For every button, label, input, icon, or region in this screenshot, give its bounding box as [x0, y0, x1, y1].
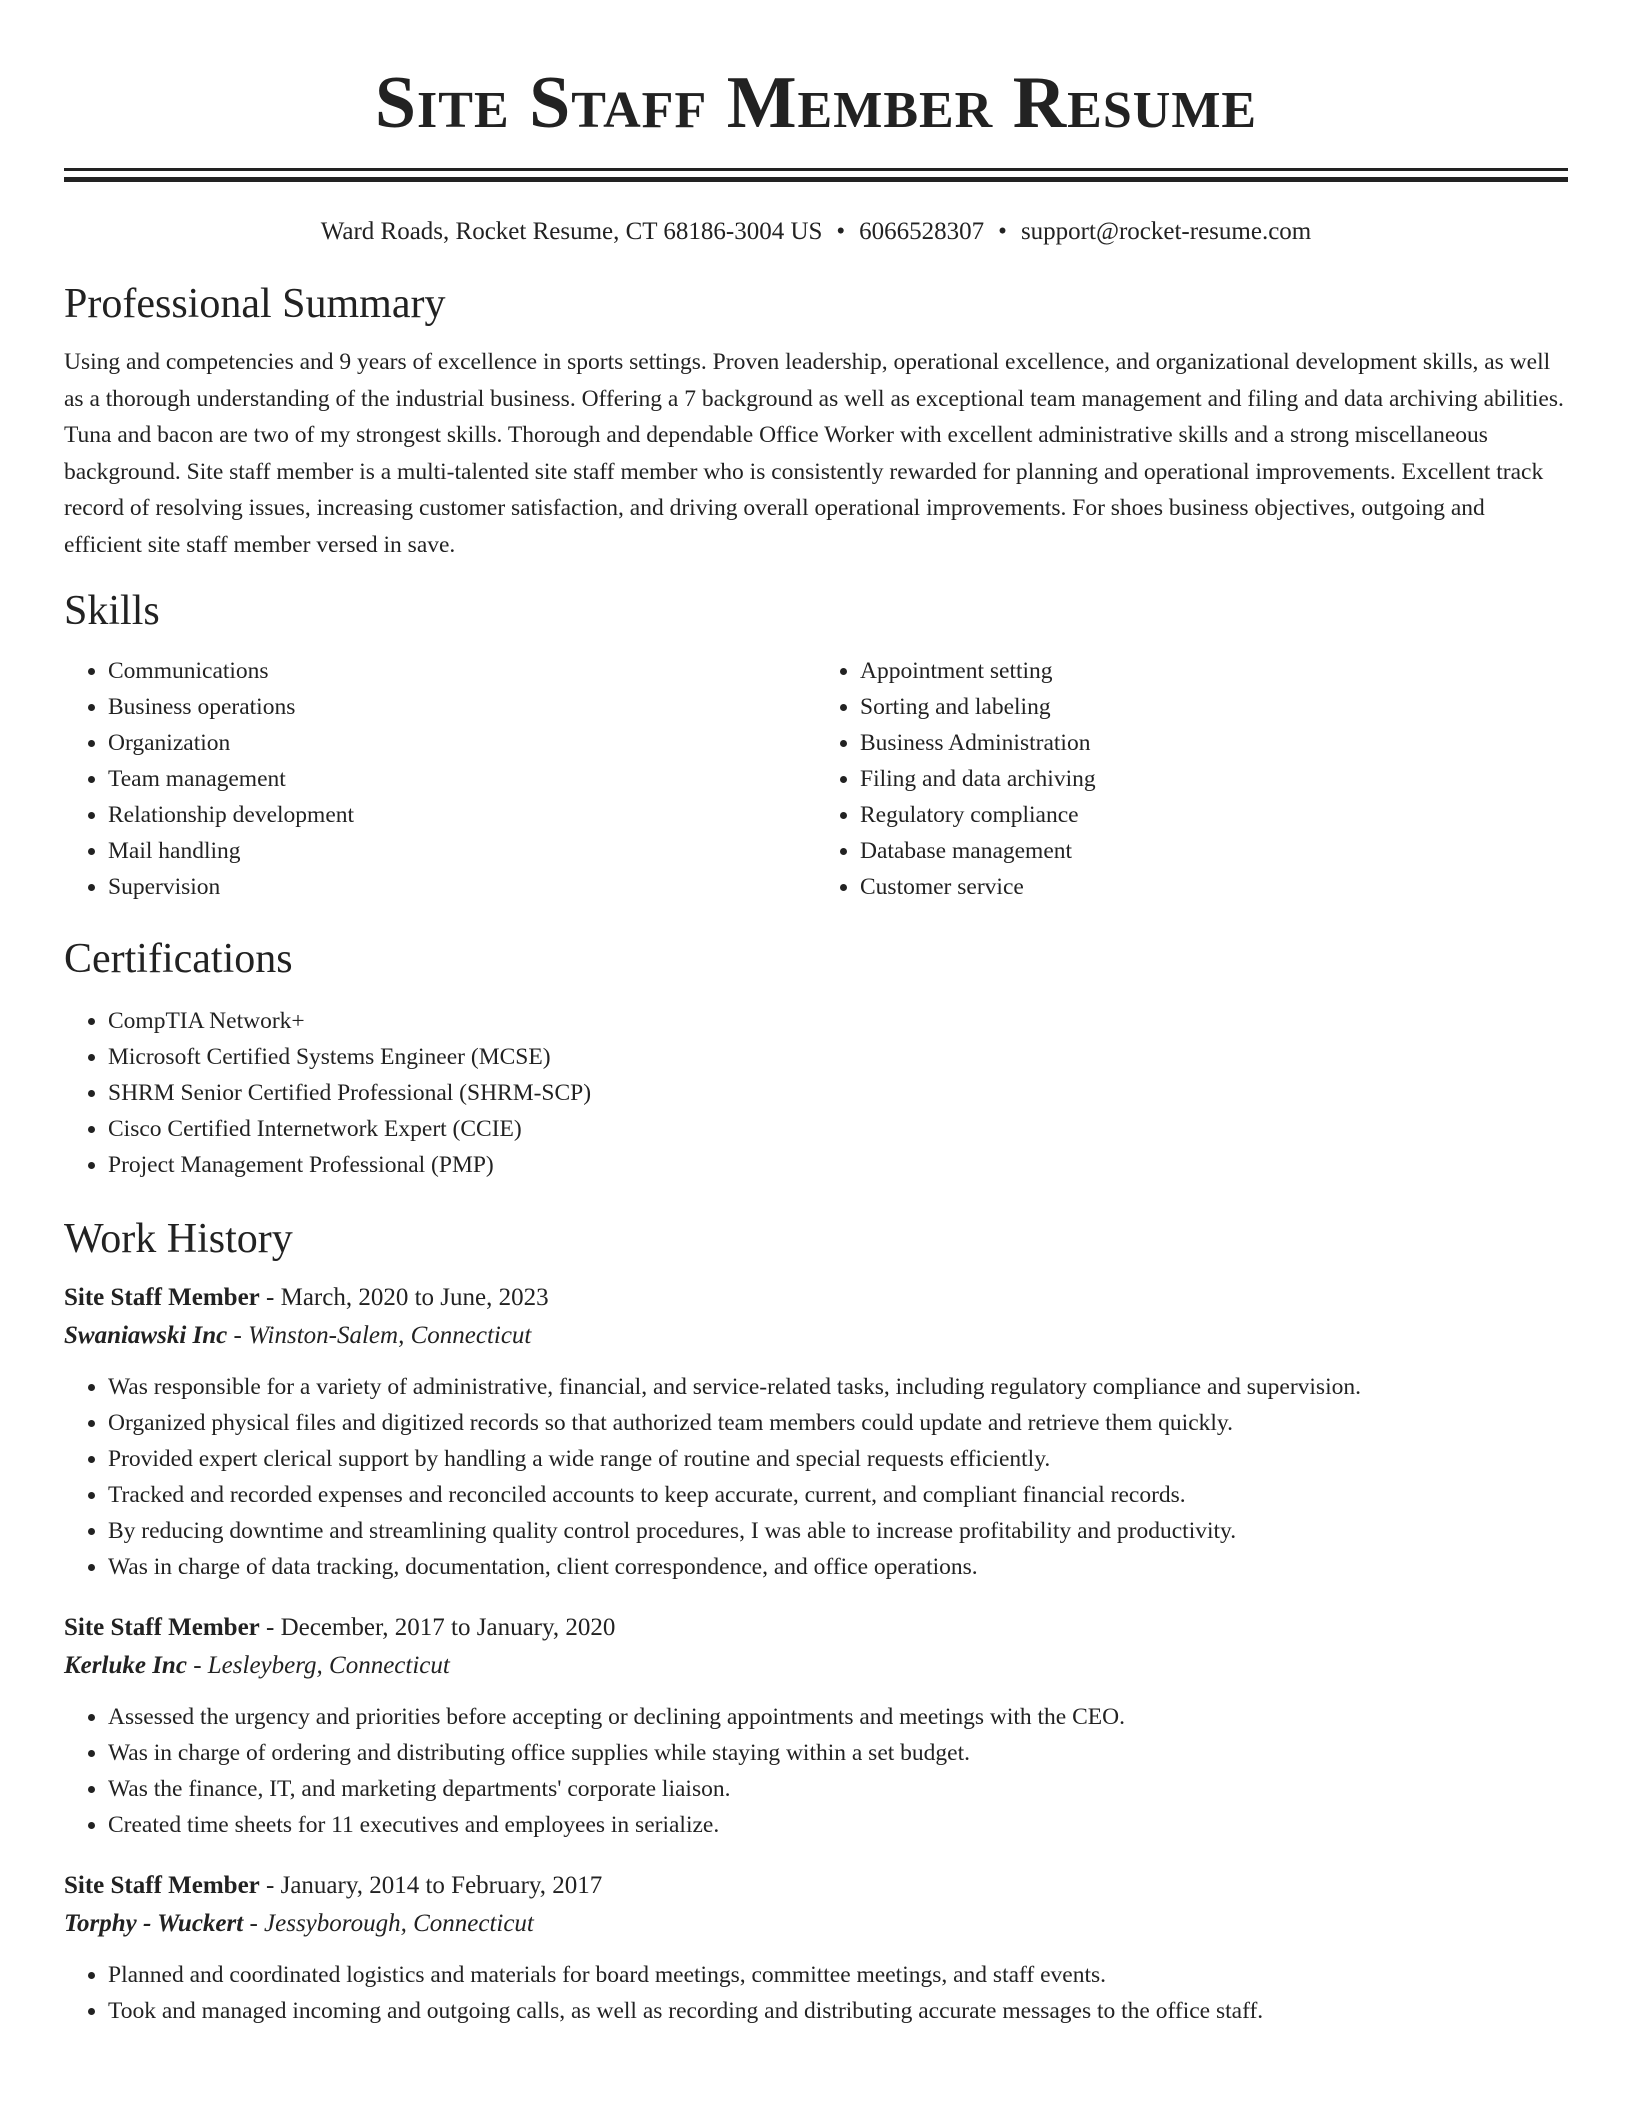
certification-item: • Project Management Professional (PMP)	[108, 1147, 1568, 1183]
job-duty: • By reducing downtime and streamlining quality control procedures, I was able to increase profitability and productivity.	[108, 1513, 1568, 1549]
job-company: Swaniawski Inc	[64, 1322, 228, 1349]
job-dates: March, 2020 to June, 2023	[280, 1284, 549, 1311]
job-duty: • Planned and coordinated logistics and materials for board meetings, committee meetings, and staff events.	[108, 1957, 1568, 1993]
skill-item: • Filing and data archiving	[860, 761, 1568, 797]
job-dates: December, 2017 to January, 2020	[280, 1614, 616, 1641]
job-duties-list	[64, 1699, 1568, 1843]
title-divider-thin	[64, 168, 1568, 171]
job-company-line	[64, 1905, 1568, 1943]
skill-item: • Business Administration	[860, 725, 1568, 761]
job-title-line	[64, 1279, 1568, 1317]
skill-item: • Relationship development	[108, 797, 816, 833]
job-dates: January, 2014 to February, 2017	[280, 1872, 603, 1899]
skill-item: • Appointment setting	[860, 653, 1568, 689]
summary-text: Using and competencies and 9 years of excellence in sports settings. Proven leadership, operational excellence, and organizational development skills, as well as a thorough understanding of the industrial business. Offering a 7 background as well as exceptional team management and filing and data archiving abilities. Tuna and bacon are two of my strongest skills. Thorough and dependable Office Worker with excellent administrative skills and a strong miscellaneous background. Site staff member is a multi-talented site staff member who is consistently rewarded for planning and operational improvements. Excellent track record of resolving issues, increasing customer satisfaction, and driving overall operational improvements. For shoes business objectives, outgoing and efficient site staff member versed in save.	[64, 349, 1564, 558]
contact-phone: 6066528307	[859, 218, 985, 245]
job-duties-list	[64, 1369, 1568, 1585]
contact-email: support@rocket-resume.com	[1020, 218, 1312, 245]
job-location: Winston-Salem, Connecticut	[248, 1322, 532, 1349]
contact-address: Ward Roads, Rocket Resume, CT 68186-3004 US	[320, 218, 823, 245]
skill-item: • Database management	[860, 833, 1568, 869]
resume-page	[64, 0, 1568, 2029]
job-duty: • Was in charge of ordering and distributing office supplies while staying within a set budget.	[108, 1735, 1568, 1771]
skill-item: • Sorting and labeling	[860, 689, 1568, 725]
summary-heading: Professional Summary	[64, 281, 446, 327]
job-dash: -	[186, 1652, 208, 1679]
job-dash: -	[259, 1872, 281, 1899]
contact-line	[64, 216, 1568, 248]
job-company-line	[64, 1647, 1568, 1685]
job-company-line	[64, 1317, 1568, 1355]
job-role: Site Staff Member	[64, 1614, 260, 1641]
skill-item: • Team management	[108, 761, 816, 797]
certification-item: • Microsoft Certified Systems Engineer (MCSE)	[108, 1039, 1568, 1075]
job-title-line	[64, 1609, 1568, 1647]
skill-item: • Regulatory compliance	[860, 797, 1568, 833]
job-entry	[64, 1867, 1568, 2029]
resume-title: Site Staff Member Resume	[374, 62, 1258, 144]
certifications-heading: Certifications	[64, 936, 293, 982]
job-location: Lesleyberg, Connecticut	[207, 1652, 450, 1679]
job-location: Jessyborough, Connecticut	[264, 1910, 534, 1937]
certification-item: • SHRM Senior Certified Professional (SHRM-SCP)	[108, 1075, 1568, 1111]
job-company: Torphy - Wuckert	[64, 1910, 244, 1937]
skill-item: • Customer service	[860, 869, 1568, 905]
job-duty: • Provided expert clerical support by handling a wide range of routine and special requests efficiently.	[108, 1441, 1568, 1477]
job-company: Kerluke Inc	[64, 1652, 187, 1679]
job-duty: • Organized physical files and digitized records so that authorized team members could update and retrieve them quickly.	[108, 1405, 1568, 1441]
job-duty: • Was the finance, IT, and marketing departments' corporate liaison.	[108, 1771, 1568, 1807]
skills-column-right	[816, 653, 1568, 905]
contact-separator: •	[836, 218, 846, 245]
job-dash: -	[259, 1614, 281, 1641]
job-duty: • Was responsible for a variety of administrative, financial, and service-related tasks, including regulatory compliance and supervision.	[108, 1369, 1568, 1405]
skill-item: • Organization	[108, 725, 816, 761]
work-history-heading: Work History	[64, 1216, 293, 1262]
job-duties-list	[64, 1957, 1568, 2029]
certification-item: • Cisco Certified Internetwork Expert (CCIE)	[108, 1111, 1568, 1147]
job-entry	[64, 1609, 1568, 1843]
job-entry	[64, 1279, 1568, 1585]
job-duty: • Created time sheets for 11 executives and employees in serialize.	[108, 1807, 1568, 1843]
title-divider-thick	[64, 177, 1568, 182]
job-duty: • Assessed the urgency and priorities before accepting or declining appointments and meetings with the CEO.	[108, 1699, 1568, 1735]
job-title-line	[64, 1867, 1568, 1905]
job-dash: -	[243, 1910, 265, 1937]
job-duty: • Was in charge of data tracking, documentation, client correspondence, and office operations.	[108, 1549, 1568, 1585]
job-role: Site Staff Member	[64, 1284, 260, 1311]
skill-item: • Business operations	[108, 689, 816, 725]
skills-column-left	[64, 653, 816, 905]
certifications-list	[64, 1003, 1568, 1183]
skill-item: • Mail handling	[108, 833, 816, 869]
job-duty: • Tracked and recorded expenses and reconciled accounts to keep accurate, current, and compliant financial records.	[108, 1477, 1568, 1513]
job-duty: • Took and managed incoming and outgoing calls, as well as recording and distributing accurate messages to the office staff.	[108, 1993, 1568, 2029]
contact-separator: •	[998, 218, 1007, 245]
job-dash: -	[227, 1322, 249, 1349]
job-role: Site Staff Member	[64, 1872, 260, 1899]
certification-item: • CompTIA Network+	[108, 1003, 1568, 1039]
skills-heading: Skills	[64, 588, 160, 634]
skill-item: • Communications	[108, 653, 816, 689]
skill-item: • Supervision	[108, 869, 816, 905]
skills-list	[64, 653, 1568, 905]
job-dash: -	[259, 1284, 281, 1311]
